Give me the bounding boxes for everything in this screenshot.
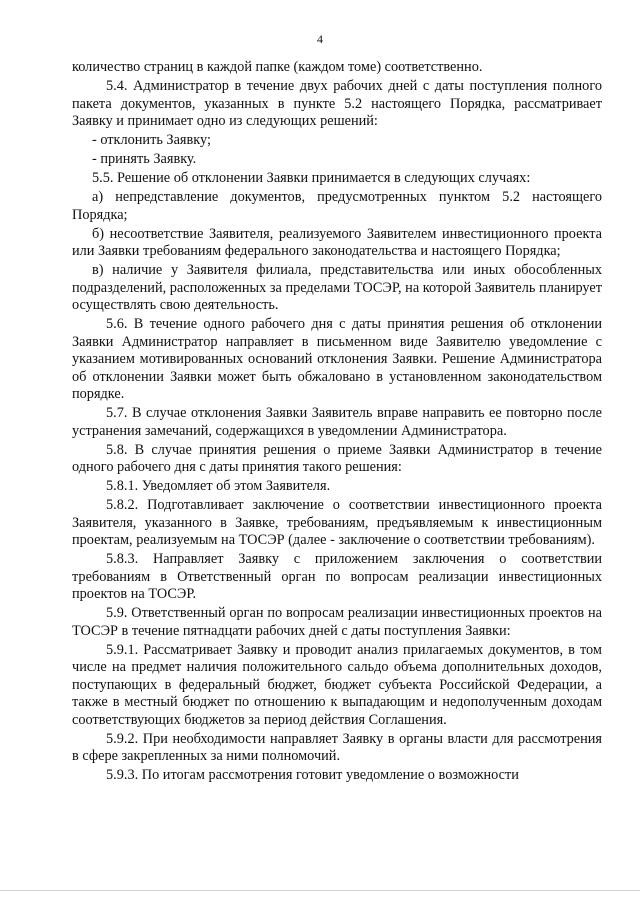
- paragraph-5-4: 5.4. Администратор в течение двух рабочих дней с даты поступления полного пакета документов, указанных в пункте 5.2 настоящего Порядка, рассматривает Заявку и принимает одно из следующих решений:: [72, 78, 602, 129]
- paragraph-5-9: 5.9. Ответственный орган по вопросам реализации инвестиционных проектов на ТОСЭР в течение пятнадцати рабочих дней с даты поступления Заявки:: [72, 605, 602, 639]
- paragraph-5-6: 5.6. В течение одного рабочего дня с даты принятия решения об отклонении Заявки Администратор направляет в письменном виде Заявителю уведомление с указанием мотивированных оснований отклонения Заявки. Решение Администратора об отклонении Заявки может быть обжаловано в установленном законодательством порядке.: [72, 316, 602, 402]
- paragraph-5-5-c: в) наличие у Заявителя филиала, представительства или иных обособленных подразделений, расположенных за пределами ТОСЭР, на которой Заявитель планирует осуществлять свою деятельность.: [72, 262, 602, 313]
- page-bottom-divider: [0, 890, 640, 891]
- paragraph-5-7: 5.7. В случае отклонения Заявки Заявитель вправе направить ее повторно после устранения замечаний, содержащихся в уведомлении Администратора.: [72, 405, 602, 439]
- paragraph-5-8-2: 5.8.2. Подготавливает заключение о соответствии инвестиционного проекта Заявителя, указанного в Заявке, требованиям, предъявляемым к инвестиционным проектам, реализуемым на ТОСЭР (далее - заключение о соответствии требованиям).: [72, 497, 602, 548]
- paragraph-5-9-1: 5.9.1. Рассматривает Заявку и проводит анализ прилагаемых документов, в том числе на предмет наличия положительного сальдо объема дополнительных доходов, поступающих в федеральный бюджет, бюджет субъекта Российской Федерации, а также в местный бюджет по отношению к выпадающим и недополученным доходам соответствующих бюджетов за период действия Соглашения.: [72, 641, 602, 728]
- list-item-reject: - отклонить Заявку;: [92, 132, 211, 148]
- paragraph-5-8-3: 5.8.3. Направляет Заявку с приложением заключения о соответствии требованиям в Ответственный орган по вопросам реализации инвестиционных проектов на ТОСЭР.: [72, 551, 602, 602]
- paragraph-continuation: количество страниц в каждой папке (каждом томе) соответственно.: [72, 59, 483, 75]
- page-number: 4: [317, 32, 323, 46]
- paragraph-5-9-2: 5.9.2. При необходимости направляет Заявку в органы власти для рассмотрения в сфере закрепленных за ними полномочий.: [72, 730, 602, 764]
- document-body: [72, 59, 602, 786]
- paragraph-5-9-3: 5.9.3. По итогам рассмотрения готовит уведомление о возможности: [106, 767, 519, 783]
- paragraph-5-8: 5.8. В случае принятия решения о приеме Заявки Администратор в течение одного рабочего дня с даты принятия такого решения:: [72, 441, 602, 475]
- paragraph-5-8-1: 5.8.1. Уведомляет об этом Заявителя.: [106, 478, 331, 494]
- paragraph-5-5-b: б) несоответствие Заявителя, реализуемого Заявителем инвестиционного проекта или Заявки требованиям федерального законодательства и настоящего Порядка;: [72, 225, 602, 259]
- paragraph-5-5: 5.5. Решение об отклонении Заявки принимается в следующих случаях:: [92, 170, 531, 186]
- paragraph-5-5-a: а) непредставление документов, предусмотренных пунктом 5.2 настоящего Порядка;: [72, 189, 602, 223]
- list-item-accept: - принять Заявку.: [92, 151, 197, 167]
